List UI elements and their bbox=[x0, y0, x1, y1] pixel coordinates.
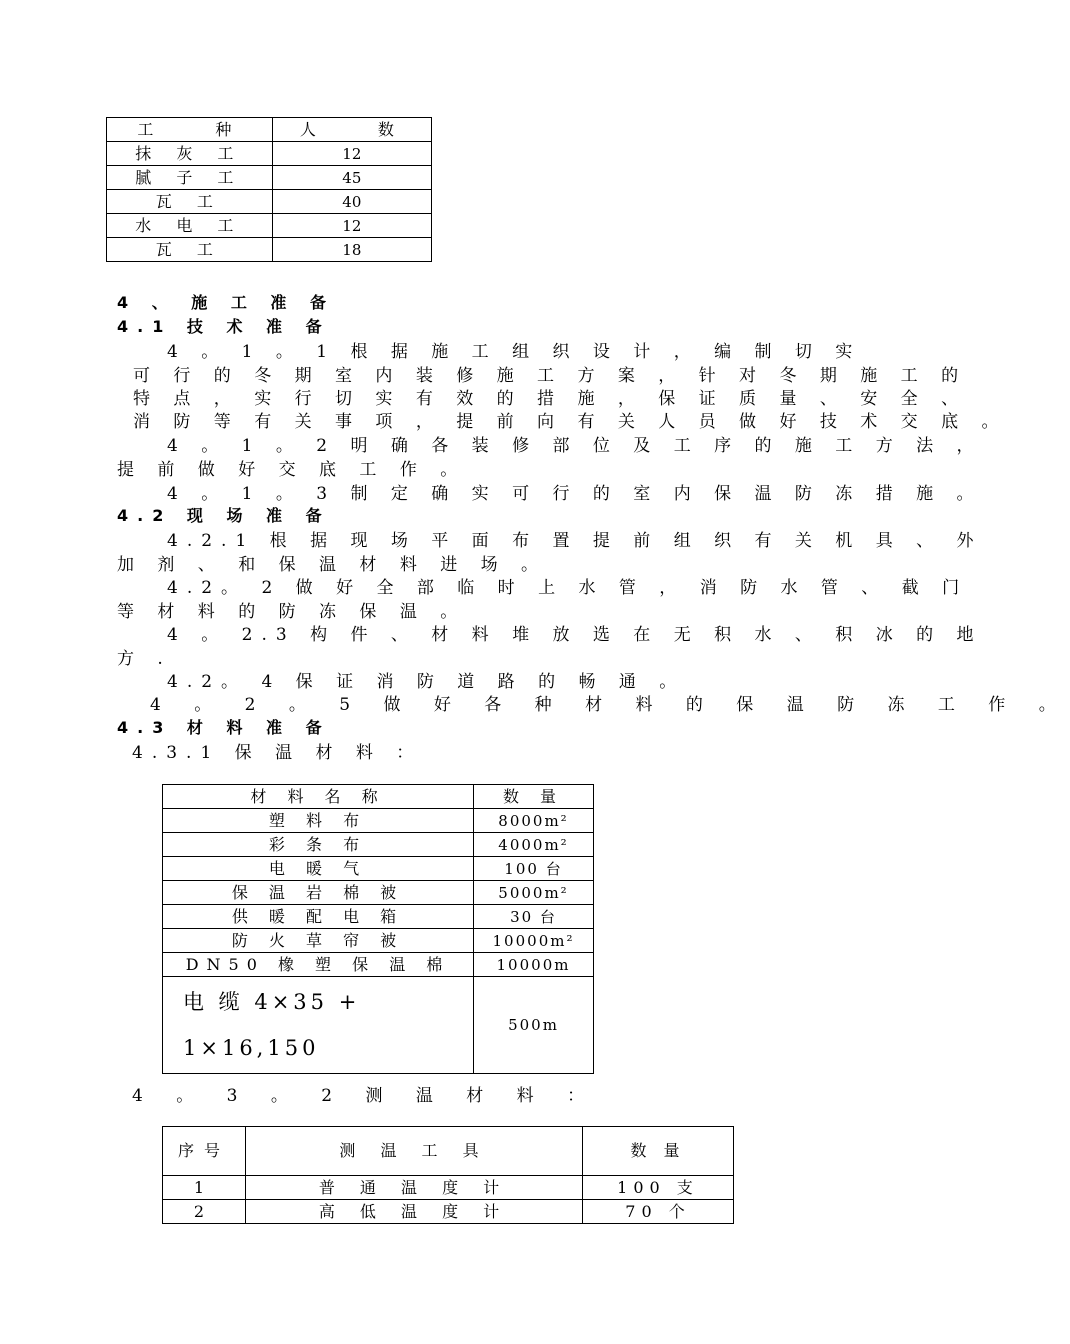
paragraph-line: 消 防 等 有 关 事 项 ， 提 前 向 有 关 人 员 做 好 技 术 交 底 。 bbox=[133, 412, 1008, 432]
item-label: 4.3.1 保 温 材 料 ： bbox=[132, 743, 423, 763]
trade-cell: 瓦 工 bbox=[107, 238, 273, 262]
paragraph-line: 4.2。 2 做 好 全 部 临 时 上 水 管 ， 消 防 水 管 、 截 门 bbox=[167, 578, 969, 598]
paragraph-line: 4 。 2.3 构 件 、 材 料 堆 放 选 在 无 积 水 、 积 冰 的 地 bbox=[167, 625, 983, 645]
header-cell: 测 温 工 具 bbox=[246, 1127, 583, 1176]
table-row bbox=[163, 929, 594, 953]
header-cell: 数 量 bbox=[583, 1127, 734, 1176]
paragraph-line: 可 行 的 冬 期 室 内 装 修 施 工 方 案 ， 针 对 冬 期 施 工 的 bbox=[133, 366, 968, 386]
quantity-cell: 500m bbox=[474, 977, 594, 1074]
quantity-cell: 30 台 bbox=[474, 905, 594, 929]
trade-cell: 水 电 工 bbox=[107, 214, 273, 238]
table-header-row bbox=[163, 1127, 734, 1176]
quantity-cell: 10000m bbox=[474, 953, 594, 977]
paragraph-line: 4.2。 4 保 证 消 防 道 路 的 畅 通 。 bbox=[167, 672, 686, 692]
table-row bbox=[107, 142, 432, 166]
table-row bbox=[163, 977, 594, 1074]
quantity-cell: 100 支 bbox=[583, 1176, 734, 1200]
table-row bbox=[107, 238, 432, 262]
subsection-heading: 4.2 现 场 准 备 bbox=[117, 506, 331, 525]
header-cell: 工 种 bbox=[107, 118, 273, 142]
paragraph-line: 加 剂 、 和 保 温 材 料 进 场 。 bbox=[117, 555, 548, 575]
quantity-cell: 10000m² bbox=[474, 929, 594, 953]
paragraph-line: 提 前 做 好 交 底 工 作 。 bbox=[117, 460, 467, 480]
table-row bbox=[163, 1200, 734, 1224]
paragraph-line: 特 点 ， 实 行 切 实 有 效 的 措 施 ， 保 证 质 量 、 安 全 、 bbox=[133, 389, 968, 409]
paragraph-line: 4 。 1 。 1 根 据 施 工 组 织 设 计 ， 编 制 切 实 bbox=[167, 342, 862, 362]
table-header-row bbox=[107, 118, 432, 142]
seq-cell: 2 bbox=[163, 1200, 246, 1224]
table-row bbox=[163, 881, 594, 905]
item-label: 4 。 3 。 2 测 温 材 料 ： bbox=[132, 1086, 599, 1106]
quantity-cell: 70 个 bbox=[583, 1200, 734, 1224]
quantity-cell: 5000m² bbox=[474, 881, 594, 905]
count-cell: 12 bbox=[272, 142, 431, 166]
material-cell: 防 火 草 帘 被 bbox=[163, 929, 474, 953]
section-heading: 4 、 施 工 准 备 bbox=[117, 293, 335, 312]
table-row bbox=[163, 905, 594, 929]
trade-cell: 腻 子 工 bbox=[107, 166, 273, 190]
temperature-tools-table bbox=[162, 1126, 734, 1224]
material-cell: 保 温 岩 棉 被 bbox=[163, 881, 474, 905]
table-header-row bbox=[163, 785, 594, 809]
paragraph-line: 等 材 料 的 防 冻 保 温 。 bbox=[117, 602, 467, 622]
table-row bbox=[163, 809, 594, 833]
count-cell: 40 bbox=[272, 190, 431, 214]
count-cell: 45 bbox=[272, 166, 431, 190]
material-cell: 电 暖 气 bbox=[163, 857, 474, 881]
table-row bbox=[163, 953, 594, 977]
workers-table bbox=[106, 117, 432, 262]
table-row bbox=[163, 833, 594, 857]
paragraph-line: 4 。 1 。 3 制 定 确 实 可 行 的 室 内 保 温 防 冻 措 施 。 bbox=[167, 484, 983, 504]
seq-cell: 1 bbox=[163, 1176, 246, 1200]
header-cell: 数 量 bbox=[474, 785, 594, 809]
quantity-cell: 100 台 bbox=[474, 857, 594, 881]
material-cell: 彩 条 布 bbox=[163, 833, 474, 857]
table-row bbox=[107, 214, 432, 238]
insulation-materials-table bbox=[162, 784, 594, 1074]
material-cell: DN50 橡 塑 保 温 棉 bbox=[163, 953, 474, 977]
trade-cell: 抹 灰 工 bbox=[107, 142, 273, 166]
header-cell: 人 数 bbox=[272, 118, 431, 142]
trade-cell: 瓦 工 bbox=[107, 190, 273, 214]
table-row bbox=[107, 190, 432, 214]
count-cell: 18 bbox=[272, 238, 431, 262]
material-cell: 电 缆 4×35 + 1×16,150 bbox=[163, 977, 474, 1074]
paragraph-line: 4 。 2 。 5 做 好 各 种 材 料 的 保 温 防 冻 工 作 。 bbox=[150, 695, 1070, 715]
paragraph-line: 4 。 1 。 2 明 确 各 装 修 部 位 及 工 序 的 施 工 方 法 ， bbox=[167, 436, 983, 456]
quantity-cell: 4000m² bbox=[474, 833, 594, 857]
tool-cell: 普 通 温 度 计 bbox=[246, 1176, 583, 1200]
table-row bbox=[107, 166, 432, 190]
material-cell: 塑 料 布 bbox=[163, 809, 474, 833]
header-cell: 材 料 名 称 bbox=[163, 785, 474, 809]
header-cell: 序号 bbox=[163, 1127, 246, 1176]
count-cell: 12 bbox=[272, 214, 431, 238]
paragraph-line: 方 . bbox=[117, 649, 172, 669]
subsection-heading: 4.1 技 术 准 备 bbox=[117, 317, 331, 336]
subsection-heading: 4.3 材 料 准 备 bbox=[117, 718, 331, 737]
tool-cell: 高 低 温 度 计 bbox=[246, 1200, 583, 1224]
quantity-cell: 8000m² bbox=[474, 809, 594, 833]
table-row bbox=[163, 1176, 734, 1200]
paragraph-line: 4.2.1 根 据 现 场 平 面 布 置 提 前 组 织 有 关 机 具 、 外 bbox=[167, 531, 983, 551]
table-row bbox=[163, 857, 594, 881]
material-cell: 供 暖 配 电 箱 bbox=[163, 905, 474, 929]
